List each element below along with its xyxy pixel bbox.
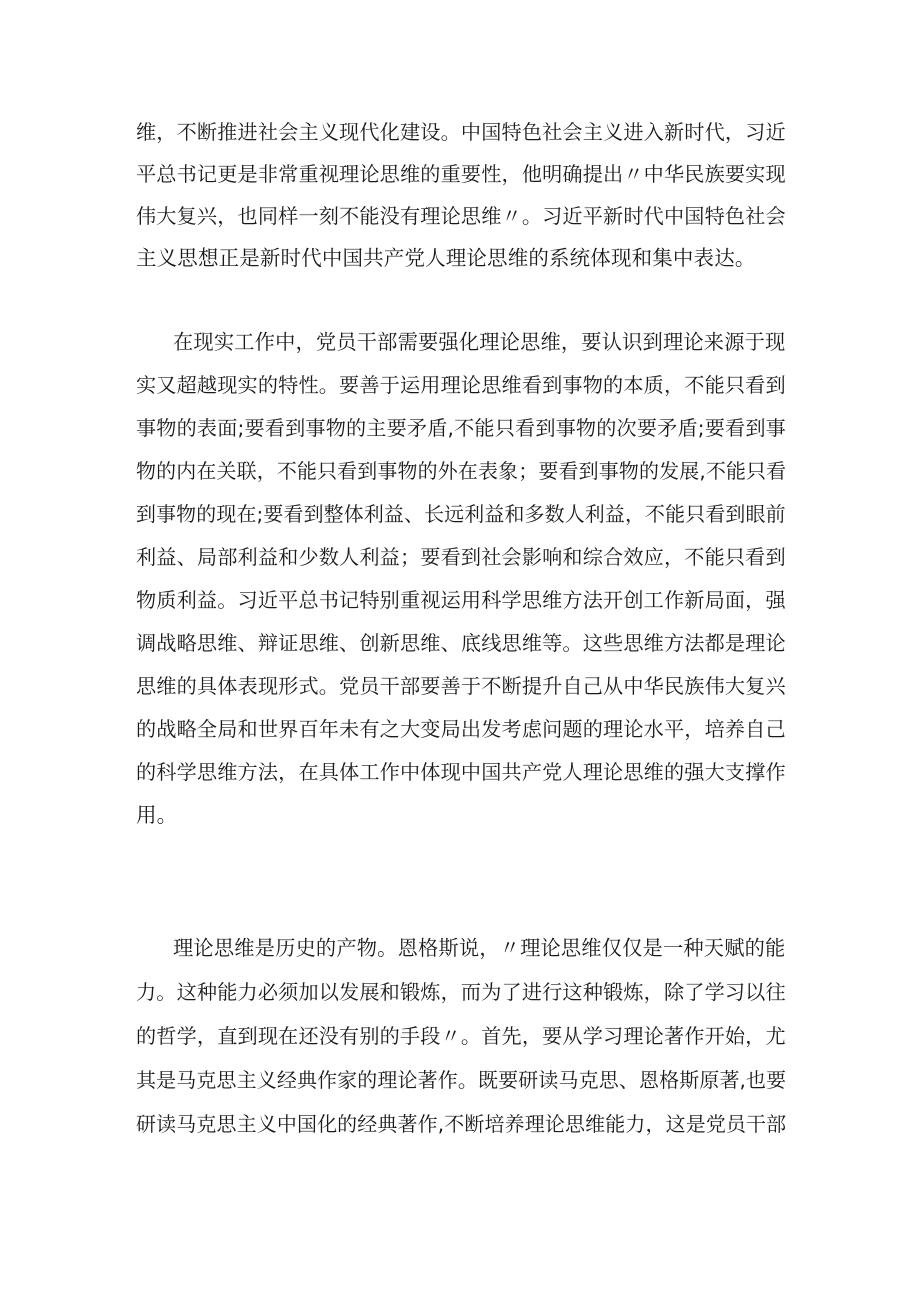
text-line: 理论思维是历史的产物。恩格斯说，〃理论思维仅仅是一种天赋的能: [173, 936, 786, 960]
text-line: 其是马克思主义经典作家的理论著作。既要研读马克思、恩格斯原著,也要: [136, 1068, 787, 1092]
text-line: 的哲学，直到现在还没有别的手段〃。首先，要从学习理论著作开始，尤: [136, 1024, 786, 1048]
text-line: 研读马克思主义中国化的经典著作,不断培养理论思维能力，这是党员干部: [136, 1112, 787, 1136]
text-line: 主义思想正是新时代中国共产党人理论思维的系统体现和集中表达。: [136, 246, 756, 270]
text-line: 事物的表面;要看到事物的主要矛盾,不能只看到事物的次要矛盾;要看到事: [136, 416, 786, 440]
text-line: 思维的具体表现形式。党员干部要善于不断提升自己从中华民族伟大复兴: [136, 674, 786, 698]
text-line: 平总书记更是非常重视理论思维的重要性，他明确提出〃中华民族要实现: [136, 162, 786, 186]
text-line: 调战略思维、辩证思维、创新思维、底线思维等。这些思维方法都是理论: [136, 631, 786, 655]
text-line: 力。这种能力必须加以发展和锻炼，而为了进行这种锻炼，除了学习以往: [136, 980, 786, 1004]
text-line: 伟大复兴，也同样一刻不能没有理论思维〃。习近平新时代中国特色社会: [136, 204, 786, 228]
text-line: 物质利益。习近平总书记特别重视运用科学思维方法开创工作新局面，强: [136, 588, 786, 612]
text-line: 利益、局部利益和少数人利益；要看到社会影响和综合效应，不能只看到: [136, 545, 786, 569]
text-line: 在现实工作中，党员干部需要强化理论思维，要认识到理论来源于现: [173, 330, 786, 354]
text-line: 的战略全局和世界百年未有之大变局出发考虑问题的理论水平，培养自己: [136, 717, 786, 741]
text-line: 物的内在关联，不能只看到事物的外在表象；要看到事物的发展,不能只看: [136, 459, 787, 483]
text-line: 到事物的现在;要看到整体利益、长远利益和多数人利益，不能只看到眼前: [136, 502, 786, 526]
text-line: 的科学思维方法，在具体工作中体现中国共产党人理论思维的强大支撑作: [136, 760, 786, 784]
text-line: 实又超越现实的特性。要善于运用理论思维看到事物的本质，不能只看到: [136, 373, 786, 397]
text-line: 用。: [136, 803, 178, 827]
text-line: 维，不断推进社会主义现代化建设。中国特色社会主义进入新时代，习近: [136, 120, 786, 144]
